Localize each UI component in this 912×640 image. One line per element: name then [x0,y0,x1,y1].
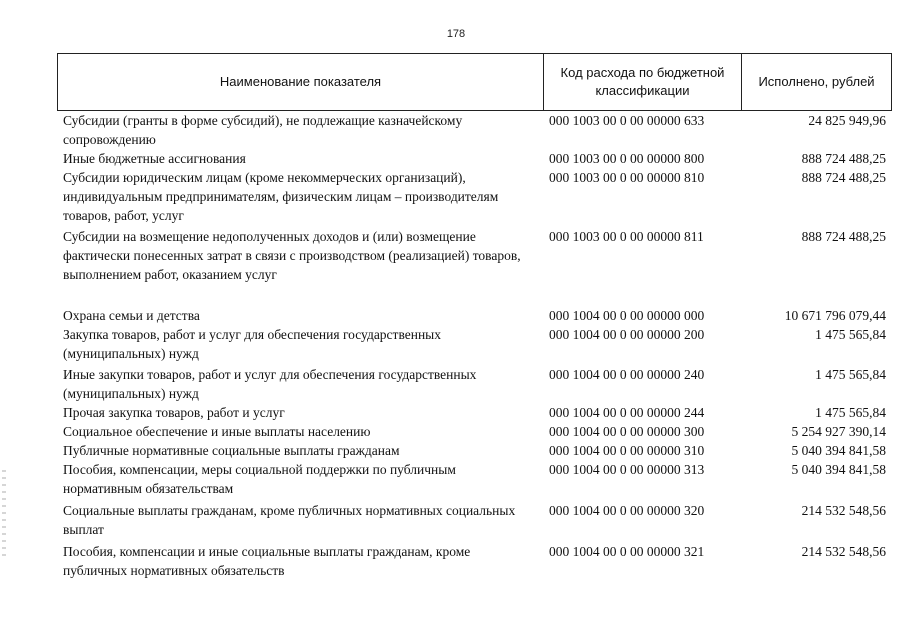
row-name: Публичные нормативные социальные выплаты гражданам [63,443,400,458]
row-code: 000 1004 00 0 00 00000 200 [549,327,705,342]
table-row [57,403,892,422]
row-name: Пособия, компенсации и иные социальные выплаты гражданам, кроме публичных нормативных обязательств [63,544,471,578]
row-name: Охрана семьи и детства [63,308,200,323]
row-amount: 5 254 927 390,14 [791,424,886,439]
row-name: Пособия, компенсации, меры социальной поддержки по публичным нормативным обязательствам [63,462,456,496]
row-name: Субсидии (гранты в форме субсидий), не подлежащие казначейскому сопровождению [63,113,463,147]
row-name: Социальные выплаты гражданам, кроме публичных нормативных социальных выплат [63,503,516,537]
row-code: 000 1004 00 0 00 00000 313 [549,462,705,477]
row-code: 000 1003 00 0 00 00000 811 [549,229,704,244]
scan-edge-artifact [2,470,6,560]
row-amount: 888 724 488,25 [801,170,886,185]
page-number: 178 [446,28,466,40]
row-amount: 888 724 488,25 [801,151,886,166]
table-row [57,111,892,149]
row-amount: 214 532 548,56 [801,503,886,518]
column-header-code: Код расхода по бюджетной классификации [544,54,742,110]
row-code: 000 1004 00 0 00 00000 000 [549,308,705,323]
row-name: Закупка товаров, работ и услуг для обеспечения государственных (муниципальных) нужд [63,327,442,361]
table-row [57,365,892,403]
row-amount: 1 475 565,84 [815,327,886,342]
table-body [57,111,892,580]
column-header-amount: Исполнено, рублей [758,74,875,89]
row-amount: 5 040 394 841,58 [791,462,886,477]
table-row [57,460,892,498]
row-code: 000 1003 00 0 00 00000 800 [549,151,705,166]
row-amount: 5 040 394 841,58 [791,443,886,458]
table-row [57,501,892,539]
row-code: 000 1003 00 0 00 00000 810 [549,170,705,185]
table-row [57,149,892,168]
row-name: Иные бюджетные ассигнования [63,151,246,166]
table-header [57,53,892,111]
table-row [57,422,892,441]
row-code: 000 1004 00 0 00 00000 244 [549,405,705,420]
row-code: 000 1004 00 0 00 00000 320 [549,503,705,518]
row-code: 000 1004 00 0 00 00000 310 [549,443,705,458]
row-name: Прочая закупка товаров, работ и услуг [63,405,285,420]
row-amount: 24 825 949,96 [808,113,886,128]
table-row [57,227,892,284]
table-row [57,441,892,460]
row-code: 000 1004 00 0 00 00000 300 [549,424,705,439]
table-row [57,325,892,363]
row-name: Социальное обеспечение и иные выплаты населению [63,424,371,439]
table-row [57,542,892,580]
table-row [57,306,892,325]
row-code: 000 1003 00 0 00 00000 633 [549,113,705,128]
row-amount: 10 671 796 079,44 [784,308,886,323]
row-name: Субсидии на возмещение недополученных доходов и (или) возмещение фактически понесенных затрат в связи с производством (реализацией) товаров, выполнением работ, оказанием услуг [63,229,521,282]
row-name: Субсидии юридическим лицам (кроме некоммерческих организаций), индивидуальным предпринимателям, физическим лицам – производителям товаров, работ, услуг [63,170,499,223]
row-amount: 1 475 565,84 [815,367,886,382]
row-amount: 888 724 488,25 [801,229,886,244]
row-amount: 1 475 565,84 [815,405,886,420]
table-row [57,168,892,225]
row-amount: 214 532 548,56 [801,544,886,559]
row-code: 000 1004 00 0 00 00000 240 [549,367,705,382]
row-code: 000 1004 00 0 00 00000 321 [549,544,705,559]
column-header-name: Наименование показателя [58,54,544,110]
row-name: Иные закупки товаров, работ и услуг для обеспечения государственных (муниципальных) нужд [63,367,477,401]
